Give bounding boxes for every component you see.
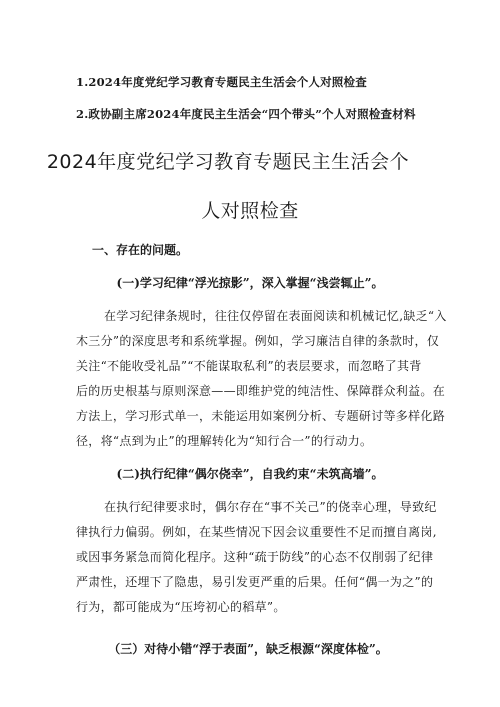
document-title-line-1: 2024年度党纪学习教育专题民主生活会个 [46,151,410,173]
paragraph-1-line-2: 木三分”的深度思考和系统掌握。例如，学习廉洁自律的条款时，仅 [76,334,440,348]
toc-item-2[interactable]: 2.政协副主席2024年度民主生活会“四个带头”个人对照检查材料 [76,107,416,121]
paragraph-2-line-1: 在执行纪律要求时，偶尔存在“事不关己”的侥幸心理，导致纪 [104,500,437,514]
paragraph-2-line-3: 或因事务紧急而简化程序。这种“疏于防线”的心态不仅削弱了纪律 [76,550,434,564]
subsection-heading-3: （三）对待小错“浮于表面”，缺乏根源“深度体检”。 [108,642,388,656]
section-heading-problems: 一、存在的问题。 [92,243,189,257]
paragraph-1-line-4: 后的历史根基与原则深意——即维护党的纯洁性、保障群众利益。在 [76,384,446,398]
toc-item-1[interactable]: 1.2024年度党纪学习教育专题民主生活会个人对照检查 [76,75,367,89]
paragraph-1-line-1: 在学习纪律条规时，往往仅停留在表面阅读和机械记忆,缺乏“入 [104,309,447,323]
paragraph-1-line-6: 径，将“点到为止”的理解转化为“知行合一”的行动力。 [76,434,373,448]
paragraph-2-line-2: 律执行力偏弱。例如，在某些情况下因会议重要性不足而擅自离岗, [76,525,437,539]
paragraph-2-line-4: 严肃性，还埋下了隐患，易引发更严重的后果。任何“偶一为之”的 [76,575,434,589]
paragraph-1-line-5: 方法上，学习形式单一，未能运用如案例分析、专题研讨等多样化路 [76,409,446,423]
subsection-heading-2: (二)执行纪律“偶尔侥幸”，自我约束“未筑高墙”。 [116,467,384,481]
document-title-line-2: 人对照检查 [201,200,299,222]
paragraph-2-line-5: 行为，都可能成为“压垮初心的稻草”。 [76,600,286,614]
subsection-heading-1: (一)学习纪律“浮光掠影”，深入掌握“浅尝辄止”。 [116,276,384,290]
paragraph-1-line-3: 关注“不能收受礼品”“不能谋取私利”的表层要求，而忽略了其背 [76,359,422,373]
